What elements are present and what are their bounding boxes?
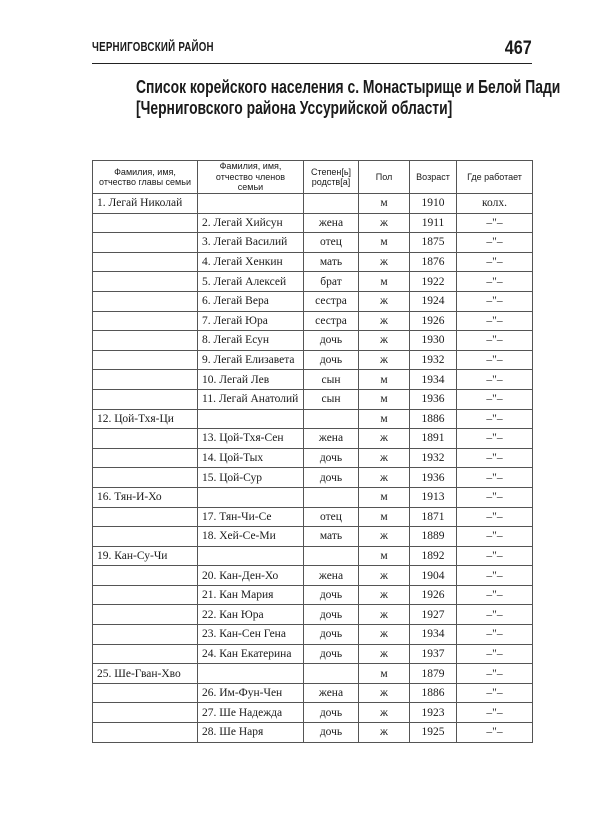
cell-relation: дочь <box>304 703 359 723</box>
cell-sex: ж <box>359 252 410 272</box>
cell-head-of-family <box>93 350 198 370</box>
cell-birth-year: 1875 <box>410 233 457 253</box>
cell-head-of-family <box>93 213 198 233</box>
cell-relation: мать <box>304 527 359 547</box>
cell-relation <box>304 409 359 429</box>
table-row <box>93 723 533 743</box>
cell-birth-year: 1932 <box>410 448 457 468</box>
cell-sex: ж <box>359 703 410 723</box>
cell-workplace: –"– <box>457 507 533 527</box>
cell-workplace: –"– <box>457 409 533 429</box>
cell-family-member: 22. Кан Юра <box>198 605 304 625</box>
cell-head-of-family <box>93 389 198 409</box>
cell-relation: жена <box>304 566 359 586</box>
cell-relation: сестра <box>304 291 359 311</box>
cell-head-of-family <box>93 252 198 272</box>
cell-birth-year: 1876 <box>410 252 457 272</box>
cell-relation <box>304 664 359 684</box>
cell-sex: м <box>359 546 410 566</box>
cell-relation: сын <box>304 389 359 409</box>
cell-family-member: 27. Ше Надежда <box>198 703 304 723</box>
cell-workplace: –"– <box>457 252 533 272</box>
cell-birth-year: 1891 <box>410 429 457 449</box>
cell-birth-year: 1936 <box>410 468 457 488</box>
cell-sex: ж <box>359 213 410 233</box>
column-header-age: Возраст <box>410 161 457 194</box>
cell-family-member: 20. Кан-Ден-Хо <box>198 566 304 586</box>
table-row <box>93 370 533 390</box>
cell-workplace: –"– <box>457 566 533 586</box>
cell-birth-year: 1924 <box>410 291 457 311</box>
cell-family-member: 9. Легай Елизавета <box>198 350 304 370</box>
cell-head-of-family <box>93 370 198 390</box>
cell-head-of-family <box>93 311 198 331</box>
cell-head-of-family: 12. Цой-Тхя-Ци <box>93 409 198 429</box>
cell-sex: ж <box>359 605 410 625</box>
table-row <box>93 272 533 292</box>
column-header-sex: Пол <box>359 161 410 194</box>
column-header-family-members: Фамилия, имя, отчество членов семьи <box>198 161 304 194</box>
cell-sex: м <box>359 272 410 292</box>
cell-family-member: 8. Легай Есун <box>198 331 304 351</box>
cell-relation: брат <box>304 272 359 292</box>
cell-birth-year: 1889 <box>410 527 457 547</box>
cell-head-of-family <box>93 566 198 586</box>
cell-family-member: 26. Им-Фун-Чен <box>198 683 304 703</box>
table-row <box>93 566 533 586</box>
document-title <box>136 76 561 118</box>
cell-relation <box>304 194 359 214</box>
population-table <box>92 160 533 743</box>
cell-sex: ж <box>359 331 410 351</box>
cell-relation: дочь <box>304 723 359 743</box>
cell-sex: м <box>359 487 410 507</box>
cell-head-of-family: 1. Легай Николай <box>93 194 198 214</box>
cell-head-of-family: 25. Ше-Гван-Хво <box>93 664 198 684</box>
cell-family-member: 11. Легай Анатолий <box>198 389 304 409</box>
cell-birth-year: 1926 <box>410 311 457 331</box>
cell-relation: дочь <box>304 644 359 664</box>
cell-head-of-family <box>93 723 198 743</box>
cell-family-member: 10. Легай Лев <box>198 370 304 390</box>
cell-family-member: 23. Кан-Сен Гена <box>198 625 304 645</box>
table-body <box>93 194 533 743</box>
cell-relation: жена <box>304 683 359 703</box>
cell-head-of-family <box>93 703 198 723</box>
cell-sex: ж <box>359 723 410 743</box>
cell-head-of-family <box>93 644 198 664</box>
cell-relation: мать <box>304 252 359 272</box>
cell-workplace: –"– <box>457 527 533 547</box>
table-row <box>93 527 533 547</box>
cell-family-member: 2. Легай Хийсун <box>198 213 304 233</box>
cell-workplace: –"– <box>457 487 533 507</box>
cell-sex: ж <box>359 566 410 586</box>
cell-birth-year: 1923 <box>410 703 457 723</box>
cell-workplace: –"– <box>457 429 533 449</box>
cell-family-member <box>198 409 304 429</box>
cell-birth-year: 1927 <box>410 605 457 625</box>
cell-head-of-family <box>93 585 198 605</box>
cell-birth-year: 1925 <box>410 723 457 743</box>
cell-family-member: 5. Легай Алексей <box>198 272 304 292</box>
cell-workplace: –"– <box>457 625 533 645</box>
cell-family-member: 6. Легай Вера <box>198 291 304 311</box>
cell-family-member <box>198 546 304 566</box>
cell-relation: жена <box>304 429 359 449</box>
table-row <box>93 194 533 214</box>
cell-sex: ж <box>359 448 410 468</box>
cell-family-member: 28. Ше Наря <box>198 723 304 743</box>
cell-family-member: 21. Кан Мария <box>198 585 304 605</box>
cell-birth-year: 1934 <box>410 370 457 390</box>
cell-family-member <box>198 194 304 214</box>
cell-sex: м <box>359 409 410 429</box>
cell-sex: м <box>359 233 410 253</box>
cell-birth-year: 1886 <box>410 683 457 703</box>
cell-workplace: –"– <box>457 213 533 233</box>
cell-family-member: 3. Легай Василий <box>198 233 304 253</box>
cell-sex: ж <box>359 527 410 547</box>
cell-relation <box>304 487 359 507</box>
header-rule <box>92 63 532 64</box>
cell-relation: сын <box>304 370 359 390</box>
cell-relation: дочь <box>304 448 359 468</box>
cell-head-of-family <box>93 468 198 488</box>
table-row <box>93 664 533 684</box>
cell-relation: дочь <box>304 468 359 488</box>
cell-workplace: –"– <box>457 233 533 253</box>
cell-relation: сестра <box>304 311 359 331</box>
cell-sex: м <box>359 507 410 527</box>
table-row <box>93 233 533 253</box>
cell-birth-year: 1936 <box>410 389 457 409</box>
running-head-title: ЧЕРНИГОВСКИЙ РАЙОН <box>92 40 214 54</box>
cell-birth-year: 1932 <box>410 350 457 370</box>
table-row <box>93 252 533 272</box>
cell-workplace: –"– <box>457 370 533 390</box>
cell-head-of-family <box>93 291 198 311</box>
cell-family-member: 15. Цой-Сур <box>198 468 304 488</box>
cell-sex: ж <box>359 625 410 645</box>
cell-sex: ж <box>359 291 410 311</box>
cell-birth-year: 1922 <box>410 272 457 292</box>
table-row <box>93 291 533 311</box>
cell-relation: дочь <box>304 350 359 370</box>
table-row <box>93 429 533 449</box>
cell-sex: ж <box>359 311 410 331</box>
cell-workplace: –"– <box>457 585 533 605</box>
cell-relation: дочь <box>304 605 359 625</box>
cell-relation: дочь <box>304 585 359 605</box>
cell-relation: жена <box>304 213 359 233</box>
cell-birth-year: 1934 <box>410 625 457 645</box>
cell-workplace: –"– <box>457 703 533 723</box>
cell-workplace: –"– <box>457 683 533 703</box>
cell-birth-year: 1904 <box>410 566 457 586</box>
cell-birth-year: 1913 <box>410 487 457 507</box>
cell-relation: отец <box>304 507 359 527</box>
cell-workplace: –"– <box>457 389 533 409</box>
cell-birth-year: 1930 <box>410 331 457 351</box>
cell-birth-year: 1911 <box>410 213 457 233</box>
cell-workplace: –"– <box>457 664 533 684</box>
cell-relation <box>304 546 359 566</box>
cell-sex: ж <box>359 468 410 488</box>
table-row <box>93 468 533 488</box>
cell-workplace: –"– <box>457 723 533 743</box>
cell-head-of-family <box>93 625 198 645</box>
cell-head-of-family <box>93 605 198 625</box>
cell-family-member: 17. Тян-Чи-Се <box>198 507 304 527</box>
cell-sex: м <box>359 194 410 214</box>
table-row <box>93 487 533 507</box>
cell-workplace: –"– <box>457 605 533 625</box>
cell-head-of-family <box>93 429 198 449</box>
cell-head-of-family: 16. Тян-И-Хо <box>93 487 198 507</box>
cell-head-of-family <box>93 272 198 292</box>
cell-birth-year: 1910 <box>410 194 457 214</box>
cell-head-of-family: 19. Кан-Су-Чи <box>93 546 198 566</box>
cell-workplace: –"– <box>457 546 533 566</box>
cell-relation: отец <box>304 233 359 253</box>
cell-head-of-family <box>93 233 198 253</box>
table-row <box>93 409 533 429</box>
table-row <box>93 350 533 370</box>
cell-family-member <box>198 487 304 507</box>
cell-family-member: 18. Хей-Се-Ми <box>198 527 304 547</box>
cell-family-member: 14. Цой-Тых <box>198 448 304 468</box>
table-row <box>93 389 533 409</box>
cell-family-member: 7. Легай Юра <box>198 311 304 331</box>
cell-workplace: –"– <box>457 272 533 292</box>
cell-birth-year: 1926 <box>410 585 457 605</box>
table-row <box>93 644 533 664</box>
cell-workplace: –"– <box>457 311 533 331</box>
table-row <box>93 546 533 566</box>
cell-sex: м <box>359 664 410 684</box>
cell-workplace: –"– <box>457 644 533 664</box>
cell-sex: ж <box>359 429 410 449</box>
cell-workplace: –"– <box>457 468 533 488</box>
cell-family-member <box>198 664 304 684</box>
table-row <box>93 585 533 605</box>
column-header-workplace: Где работает <box>457 161 533 194</box>
cell-family-member: 24. Кан Екатерина <box>198 644 304 664</box>
cell-birth-year: 1879 <box>410 664 457 684</box>
cell-workplace: –"– <box>457 448 533 468</box>
table-header-row <box>93 161 533 194</box>
document-title-line-1: Список корейского населения с. Монастырище и Белой Пади <box>136 76 561 97</box>
document-title-line-2: [Черниговского района Уссурийской области] <box>136 97 453 118</box>
cell-birth-year: 1886 <box>410 409 457 429</box>
cell-sex: ж <box>359 644 410 664</box>
cell-family-member: 13. Цой-Тхя-Сен <box>198 429 304 449</box>
cell-workplace: колх. <box>457 194 533 214</box>
cell-sex: ж <box>359 683 410 703</box>
cell-head-of-family <box>93 448 198 468</box>
column-header-head-of-family: Фамилия, имя, отчество главы семьи <box>93 161 198 194</box>
table-row <box>93 605 533 625</box>
page-number: 467 <box>505 38 532 59</box>
cell-relation: дочь <box>304 625 359 645</box>
cell-sex: ж <box>359 585 410 605</box>
table-row <box>93 703 533 723</box>
column-header-relation: Степен[ь] родств[а] <box>304 161 359 194</box>
cell-head-of-family <box>93 683 198 703</box>
table-row <box>93 507 533 527</box>
cell-birth-year: 1871 <box>410 507 457 527</box>
cell-sex: ж <box>359 350 410 370</box>
cell-birth-year: 1937 <box>410 644 457 664</box>
cell-head-of-family <box>93 527 198 547</box>
cell-head-of-family <box>93 331 198 351</box>
table-row <box>93 625 533 645</box>
table-row <box>93 331 533 351</box>
table-row <box>93 683 533 703</box>
cell-sex: м <box>359 389 410 409</box>
table-row <box>93 311 533 331</box>
cell-workplace: –"– <box>457 331 533 351</box>
cell-workplace: –"– <box>457 350 533 370</box>
cell-sex: м <box>359 370 410 390</box>
cell-birth-year: 1892 <box>410 546 457 566</box>
table-row <box>93 213 533 233</box>
cell-relation: дочь <box>304 331 359 351</box>
cell-workplace: –"– <box>457 291 533 311</box>
cell-head-of-family <box>93 507 198 527</box>
cell-family-member: 4. Легай Хенкин <box>198 252 304 272</box>
table-row <box>93 448 533 468</box>
